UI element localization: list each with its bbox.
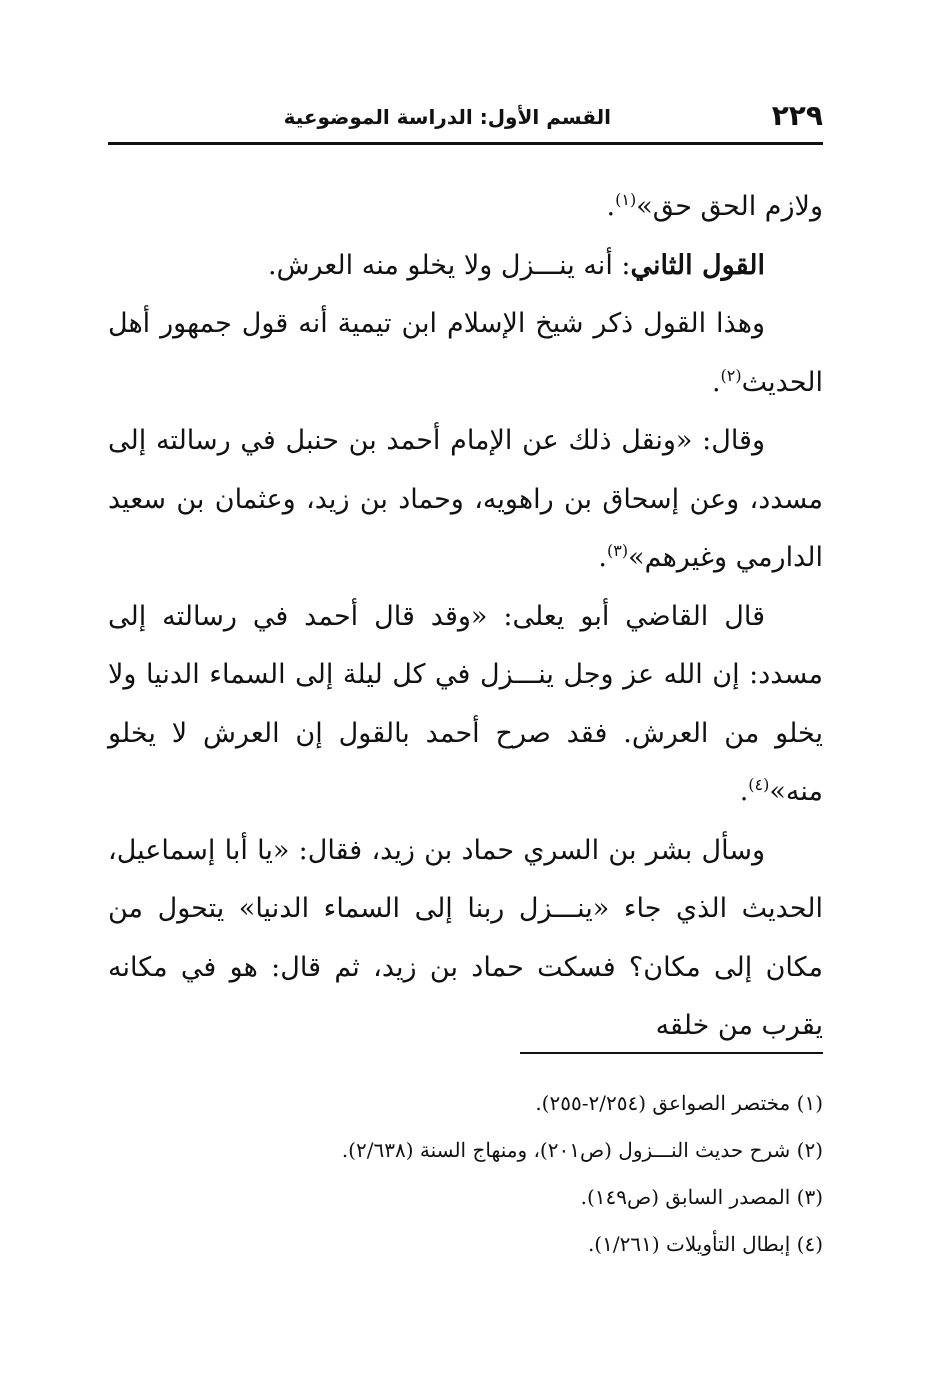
footnote-2: (٢) شرح حديث النـــزول (ص٢٠١)، ومنهاج السنة (٢/٦٣٨). [341, 1138, 823, 1162]
footnote-ref-1: (١) [615, 190, 637, 209]
paragraph-3-text: وهذا القول ذكر شيخ الإسلام ابن تيمية أنه قول جمهور أهل الحديث [108, 308, 823, 398]
paragraph-3 [108, 295, 823, 412]
footnote-4: (٤) إبطال التأويلات (١/٢٦١). [587, 1232, 823, 1256]
footnote-divider [520, 1052, 823, 1054]
page-number: ٢٢٩ [771, 99, 823, 132]
paragraph-4 [108, 412, 823, 588]
paragraph-5 [108, 588, 823, 822]
main-text [108, 178, 823, 1056]
footnote-ref-2: (٢) [720, 365, 742, 385]
paragraph-5-text: قال القاضي أبو يعلى: «وقد قال أحمد في رسالته إلى مسدد: إن الله عز وجل ينـــزل في كل ليلة إلى السماء الدنيا ولا يخلو من العرش. فقد صرح أحمد بالقول إن العرش لا يخلو منه» [108, 600, 823, 807]
page-header [108, 96, 823, 138]
paragraph-2-text: : أنه ينـــزل ولا يخلو منه العرش. [267, 249, 631, 281]
footnote-3: (٣) المصدر السابق (ص١٤٩). [580, 1185, 823, 1209]
paragraph-1 [108, 178, 823, 237]
second-view-heading: القول الثاني [630, 249, 765, 281]
paragraph-2 [108, 237, 823, 296]
paragraph-1-end: . [606, 191, 616, 222]
paragraph-4-end: . [598, 542, 607, 573]
paragraph-1-text: ولازم الحق حق» [636, 191, 823, 222]
footnotes [108, 1080, 823, 1268]
footnote-1: (١) مختصر الصواعق (٢/٢٥٤-٢٥٥). [535, 1091, 823, 1115]
paragraph-4-text: وقال: «ونقل ذلك عن الإمام أحمد بن حنبل في رسالته إلى مسدد، وعن إسحاق بن راهويه، وحماد بن زيد، وعثمان بن سعيد الدارمي وغيرهم» [108, 425, 823, 573]
paragraph-6-text: وسأل بشر بن السري حماد بن زيد، فقال: «يا أبا إسماعيل، الحديث الذي جاء «ينـــزل ربنا إلى السماء الدنيا» يتحول من مكان إلى مكان؟ فسكت حماد بن زيد، ثم قال: هو في مكانه يقرب من خلقه [108, 834, 823, 1041]
footnote-ref-3: (٣) [606, 541, 629, 560]
paragraph-3-end: . [711, 366, 721, 398]
paragraph-6 [108, 822, 823, 1056]
header-divider [108, 142, 823, 145]
running-title: القسم الأول: الدراسة الموضوعية [283, 105, 611, 129]
paragraph-5-end: . [739, 776, 749, 807]
footnote-ref-4: (٤) [748, 775, 770, 794]
